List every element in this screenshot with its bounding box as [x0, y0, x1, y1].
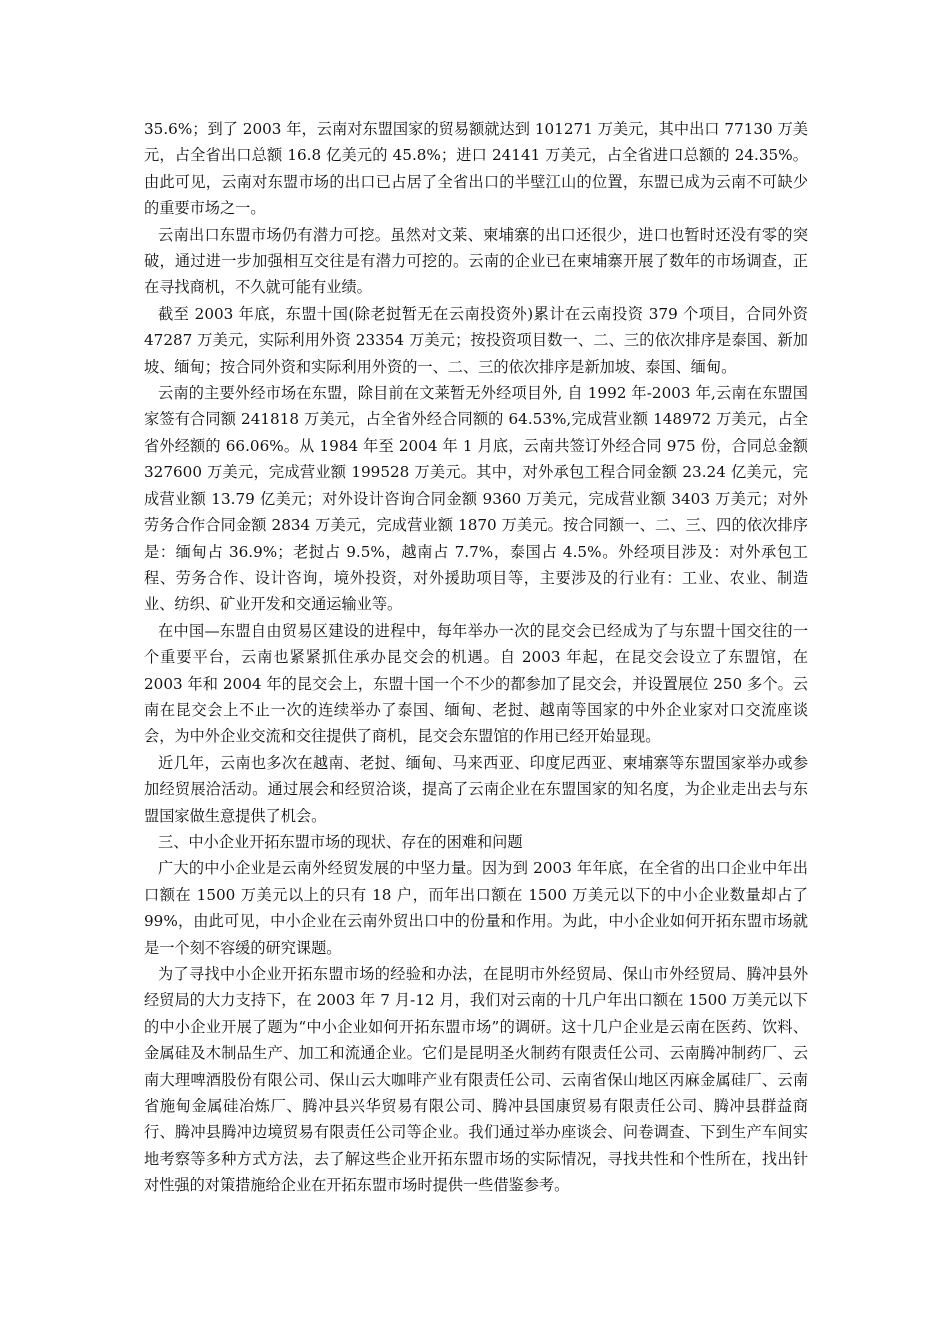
paragraph-sme-importance: 广大的中小企业是云南外经贸发展的中坚力量。因为到 2003 年年底，在全省的出口企业中年出口额在 1500 万美元以上的只有 18 户，而年出口额在 1500 万美元以下的中小企业数量却占了 99%，由此可见，中小企业在云南外贸出口中的份量和作用。为此，中小企业如何开拓东盟市场就是一个刻不容缓的研究课题。	[144, 859, 808, 957]
paragraph-export-potential: 云南出口东盟市场仍有潜力可挖。虽然对文莱、柬埔寨的出口还很少，进口也暂时还没有零的突破，通过进一步加强相互交往是有潜力可挖的。云南的企业已在柬埔寨开展了数年的市场调查，正在寻找商机，不久就可能有业绩。	[144, 225, 808, 297]
paragraph-kunming-fair: 在中国—东盟自由贸易区建设的进程中，每年举办一次的昆交会已经成为了与东盟十国交往的一个重要平台，云南也紧紧抓住承办昆交会的机遇。自 2003 年起，在昆交会设立了东盟馆，在 2003 年和 2004 年的昆交会上，东盟十国一个不少的都参加了昆交会，并设置展位 250 多个。云南在昆交会上不止一次的连续举办了泰国、缅甸、老挝、越南等国家的中外企业家对口交流座谈会，为中外企业交流和交往提供了商机，昆交会东盟馆的作用已经开始显现。	[144, 621, 808, 746]
paragraph-foreign-economic-market: 云南的主要外经市场在东盟，除目前在文莱暂无外经项目外, 自 1992 年-2003 年,云南在东盟国家签有合同额 241818 万美元，占全省外经合同额的 64.53%,完成营业额 148972 万美元，占全省外经额的 66.06%。从 1984 年至 2004 年 1 月底，云南共签订外经合同 975 份，合同总金额 327600 万美元，完成营业额 199528 万美元。其中，对外承包工程合同金额 23.24 亿美元，完成营业额 13.79 亿美元；对外设计咨询合同金额 9360 万美元，完成营业额 3403 万美元；对外劳务合作合同金额 2834 万美元，完成营业额 1870 万美元。按合同额一、二、三、四的依次排序是：缅甸占 36.9%；老挝占 9.5%，越南占 7.7%，泰国占 4.5%。外经项目涉及：对外承包工程、劳务合作、设计咨询，境外投资，对外援助项目等，主要涉及的行业有：工业、农业、制造业、纺织、矿业开发和交通运输业等。	[144, 384, 808, 614]
paragraph-trade-figures: 35.6%；到了 2003 年，云南对东盟国家的贸易额就达到 101271 万美元，其中出口 77130 万美元，占全省出口总额 16.8 亿美元的 45.8%；进口 24141 万美元，占全省进口总额的 24.35%。由此可见，云南对东盟市场的出口已占居了全省出口的半壁江山的位置，东盟已成为云南不可缺少的重要市场之一。	[144, 120, 808, 218]
paragraph-trade-exhibitions: 近几年，云南也多次在越南、老挝、缅甸、马来西亚、印度尼西亚、柬埔寨等东盟国家举办或参加经贸展洽活动。通过展会和经贸洽谈，提高了云南企业在东盟国家的知名度，为企业走出去与东盟国家做生意提供了机会。	[144, 753, 808, 825]
paragraph-asean-investment: 截至 2003 年底，东盟十国(除老挝暂无在云南投资外)累计在云南投资 379 个项目，合同外资 47287 万美元，实际利用外资 23354 万美元；按投资项目数一、二、三的依次排序是泰国、新加坡、缅甸；按合同外资和实际利用外资的一、二、三的依次排序是新加坡、泰国、缅甸。	[144, 304, 808, 376]
paragraph-sme-survey: 为了寻找中小企业开拓东盟市场的经验和办法，在昆明市外经贸局、保山市外经贸局、腾冲县外经贸局的大力支持下，在 2003 年 7 月-12 月，我们对云南的十几户年出口额在 1500 万美元以下的中小企业开展了题为“中小企业如何开拓东盟市场”的调研。这十几户企业是云南在医药、饮料、金属硅及木制品生产、加工和流通企业。它们是昆明圣火制药有限责任公司、云南腾冲制药厂、云南大理啤酒股份有限公司、保山云大咖啡产业有限责任公司、云南省保山地区丙麻金属硅厂、云南省施甸金属硅冶炼厂、腾冲县兴华贸易有限公司、腾冲县国康贸易有限责任公司、腾冲县群益商行、腾冲县腾冲边境贸易有限责任公司等企业。我们通过举办座谈会、问卷调查、下到生产车间实地考察等多种方式方法，去了解这些企业开拓东盟市场的实际情况，寻找共性和个性所在，找出针对性强的对策措施给企业在开拓东盟市场时提供一些借鉴参考。	[144, 965, 808, 1195]
document-page	[144, 116, 808, 1199]
section-heading-sme-status: 三、中小企业开拓东盟市场的现状、存在的困难和问题	[158, 832, 523, 851]
